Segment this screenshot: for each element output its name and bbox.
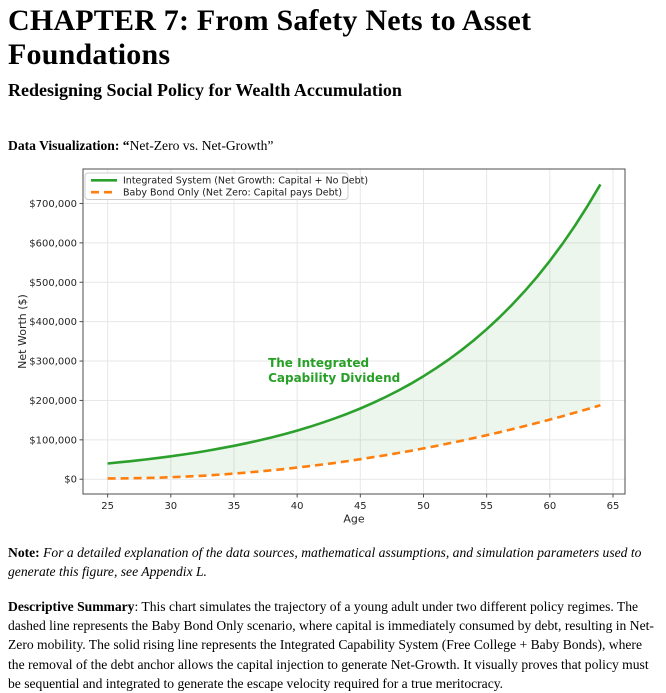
y-axis-title: Net Worth ($) bbox=[16, 294, 29, 370]
chart-legend bbox=[85, 173, 368, 200]
x-tick-label: 45 bbox=[353, 501, 367, 513]
net-worth-line-chart bbox=[10, 162, 660, 526]
y-tick-label: $300,000 bbox=[29, 356, 77, 368]
y-tick-label: $0 bbox=[64, 474, 77, 486]
x-tick-label: 25 bbox=[101, 501, 115, 513]
x-tick-label: 40 bbox=[290, 501, 304, 513]
viz-caption-label: Data Visualization: “ bbox=[8, 138, 130, 154]
viz-caption bbox=[8, 138, 658, 154]
chart-annotation: The Integrated bbox=[268, 356, 370, 371]
x-tick-label: 65 bbox=[606, 501, 620, 513]
legend-entry-label: Integrated System (Net Growth: Capital + No Debt) bbox=[123, 175, 369, 187]
x-tick-label: 50 bbox=[417, 501, 430, 513]
chart-figure bbox=[10, 162, 660, 531]
note-text: For a detailed explanation of the data sources, mathematical assumptions, and simulation parameters used to generate this figure, see Appendix L. bbox=[8, 545, 642, 580]
x-tick-label: 30 bbox=[164, 501, 178, 513]
y-tick-label: $500,000 bbox=[29, 277, 77, 289]
x-tick-label: 55 bbox=[480, 501, 494, 513]
descriptive-summary bbox=[8, 597, 660, 693]
legend-entry-label: Baby Bond Only (Net Zero: Capital pays Debt) bbox=[123, 187, 343, 199]
chapter-subtitle: Redesigning Social Policy for Wealth Accumulation bbox=[8, 80, 402, 101]
y-tick-label: $700,000 bbox=[29, 199, 77, 211]
y-tick-label: $400,000 bbox=[29, 317, 77, 329]
figure-note bbox=[8, 543, 660, 582]
x-tick-label: 35 bbox=[227, 501, 241, 513]
y-tick-label: $100,000 bbox=[29, 435, 77, 447]
viz-caption-title: Net-Zero vs. Net-Growth” bbox=[129, 138, 274, 154]
x-axis-title: Age bbox=[343, 512, 365, 526]
summary-text: : This chart simulates the trajectory of a young adult under two different policy regimes. The dashed line represents the Baby Bond Only scenario, where capital is immediately consumed by debt, resulting in Net-Zero mobility. The solid rising line represents the Integrated Capability System (Free College + Baby Bonds), where the removal of the debt anchor allows the capital injection to generate Net-Growth. It visually proves that policy must be sequential and integrated to generate the escape velocity required for a true meritocracy. bbox=[8, 598, 654, 691]
chart-annotation: Capability Dividend bbox=[268, 371, 401, 386]
note-label: Note: bbox=[8, 545, 40, 561]
capability-dividend-fill-area bbox=[108, 185, 601, 479]
summary-label: Descriptive Summary bbox=[8, 598, 135, 614]
y-tick-label: $600,000 bbox=[29, 238, 77, 250]
x-tick-label: 60 bbox=[543, 501, 557, 513]
chapter-title: CHAPTER 7: From Safety Nets to Asset Foundations bbox=[8, 4, 532, 71]
y-tick-label: $200,000 bbox=[29, 396, 77, 408]
